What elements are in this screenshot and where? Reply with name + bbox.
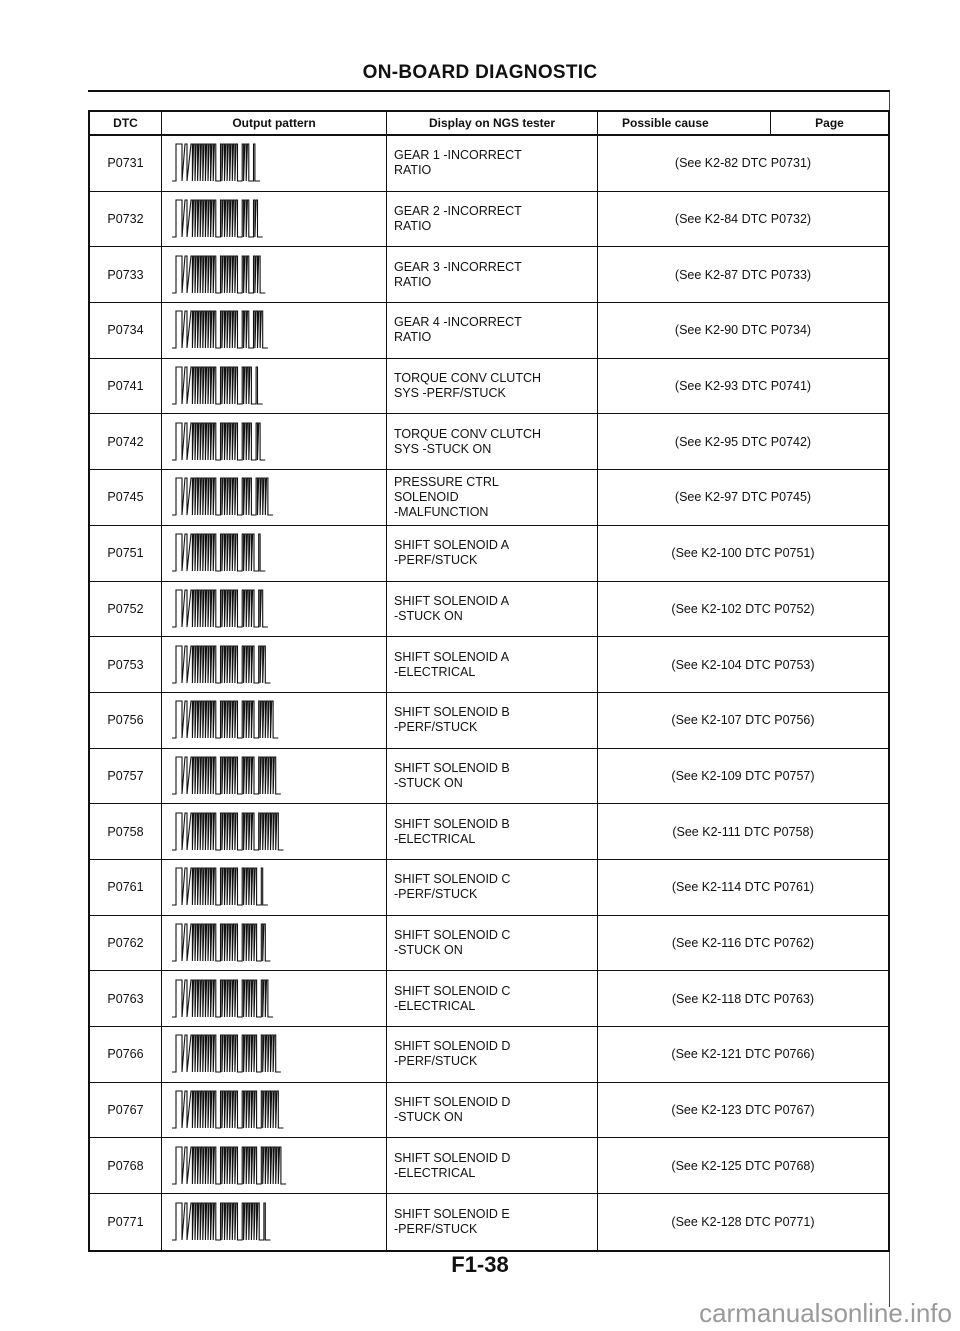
pulse-line	[172, 1203, 271, 1240]
ngs-display-text: PRESSURE CTRL SOLENOID -MALFUNCTION	[387, 470, 598, 525]
dtc-code: P0763	[90, 971, 162, 1026]
table-row	[90, 637, 888, 693]
output-pattern-waveform	[172, 698, 372, 742]
table-row	[90, 860, 888, 916]
ngs-display-text: SHIFT SOLENOID A -STUCK ON	[387, 582, 598, 637]
ngs-display-text: TORQUE CONV CLUTCH SYS -STUCK ON	[387, 414, 598, 469]
table-row	[90, 470, 888, 526]
dtc-code: P0742	[90, 414, 162, 469]
possible-cause: (See K2-109 DTC P0757)	[671, 768, 815, 783]
pulse-line	[172, 590, 268, 627]
pulse-line	[172, 701, 278, 738]
ngs-display-text: GEAR 3 -INCORRECT RATIO	[387, 247, 598, 302]
output-pattern	[162, 1194, 387, 1250]
output-pattern-waveform	[172, 810, 372, 854]
output-pattern	[162, 860, 387, 915]
ngs-display-text: TORQUE CONV CLUTCH SYS -PERF/STUCK	[387, 359, 598, 414]
header-page: Page	[815, 116, 844, 130]
output-pattern-waveform	[172, 643, 372, 687]
table-row	[90, 247, 888, 303]
possible-cause: (See K2-111 DTC P0758)	[672, 824, 814, 839]
pulse-line	[172, 200, 263, 237]
possible-cause: (See K2-128 DTC P0771)	[671, 1214, 815, 1229]
table-row	[90, 303, 888, 359]
output-pattern-waveform	[172, 1032, 372, 1076]
ngs-display-text: SHIFT SOLENOID A -ELECTRICAL	[387, 637, 598, 692]
table-body	[90, 136, 888, 1250]
header-possible-cause: Possible cause	[598, 112, 771, 134]
pulse-line	[172, 1147, 286, 1184]
dtc-code: P0766	[90, 1027, 162, 1082]
table-header	[90, 112, 888, 136]
possible-cause: (See K2-123 DTC P0767)	[671, 1103, 815, 1118]
possible-cause: (See K2-95 DTC P0742)	[674, 434, 812, 449]
dtc-code: P0741	[90, 359, 162, 414]
output-pattern-waveform	[172, 364, 372, 408]
table-row	[90, 136, 888, 192]
output-pattern	[162, 1138, 387, 1193]
dtc-code: P0756	[90, 693, 162, 748]
possible-cause: (See K2-116 DTC P0762)	[671, 935, 815, 950]
possible-cause: (See K2-97 DTC P0745)	[674, 490, 812, 505]
header-display: Display on NGS tester	[387, 112, 598, 134]
table-row	[90, 192, 888, 248]
output-pattern	[162, 693, 387, 748]
output-pattern-waveform	[172, 587, 372, 631]
pulse-line	[172, 367, 263, 404]
pulse-line	[172, 1035, 281, 1072]
table-row	[90, 749, 888, 805]
output-pattern	[162, 582, 387, 637]
possible-cause: (See K2-102 DTC P0752)	[671, 601, 815, 616]
table-row	[90, 359, 888, 415]
table-row	[90, 971, 888, 1027]
table-row	[90, 804, 888, 860]
output-pattern-waveform	[172, 420, 372, 464]
possible-cause: (See K2-82 DTC P0731)	[674, 156, 812, 171]
dtc-code: P0745	[90, 470, 162, 525]
page-title: ON-BOARD DIAGNOSTIC	[362, 62, 598, 83]
pulse-line	[172, 311, 268, 348]
possible-cause: (See K2-87 DTC P0733)	[674, 267, 812, 282]
ngs-display-text: GEAR 4 -INCORRECT RATIO	[387, 303, 598, 358]
output-pattern	[162, 470, 387, 525]
pulse-line	[172, 813, 284, 850]
output-pattern-waveform	[172, 1088, 372, 1132]
output-pattern-waveform	[172, 141, 372, 185]
output-pattern	[162, 1027, 387, 1082]
dtc-code: P0733	[90, 247, 162, 302]
possible-cause: (See K2-114 DTC P0761)	[671, 880, 815, 895]
dtc-code: P0753	[90, 637, 162, 692]
output-pattern	[162, 916, 387, 971]
table-row	[90, 693, 888, 749]
ngs-display-text: SHIFT SOLENOID D -PERF/STUCK	[387, 1027, 598, 1082]
output-pattern	[162, 1083, 387, 1138]
table-row	[90, 414, 888, 470]
output-pattern-waveform	[172, 197, 372, 241]
table-row	[90, 1138, 888, 1194]
output-pattern	[162, 526, 387, 581]
output-pattern	[162, 414, 387, 469]
header-output-pattern: Output pattern	[162, 112, 387, 134]
ngs-display-text: SHIFT SOLENOID D -STUCK ON	[387, 1083, 598, 1138]
ngs-display-text: SHIFT SOLENOID C -PERF/STUCK	[387, 860, 598, 915]
ngs-display-text: SHIFT SOLENOID C -ELECTRICAL	[387, 971, 598, 1026]
output-pattern-waveform	[172, 865, 372, 909]
output-pattern	[162, 971, 387, 1026]
possible-cause: (See K2-93 DTC P0741)	[674, 379, 812, 394]
ngs-display-text: SHIFT SOLENOID B -PERF/STUCK	[387, 693, 598, 748]
pulse-line	[172, 646, 271, 683]
possible-cause: (See K2-107 DTC P0756)	[671, 713, 815, 728]
table-row	[90, 526, 888, 582]
output-pattern	[162, 637, 387, 692]
pulse-line	[172, 924, 271, 961]
output-pattern-waveform	[172, 531, 372, 575]
output-pattern-waveform	[172, 1200, 372, 1244]
dtc-code: P0752	[90, 582, 162, 637]
output-pattern	[162, 303, 387, 358]
dtc-code: P0767	[90, 1083, 162, 1138]
output-pattern	[162, 749, 387, 804]
output-pattern-waveform	[172, 754, 372, 798]
output-pattern-waveform	[172, 1144, 372, 1188]
ngs-display-text: SHIFT SOLENOID B -ELECTRICAL	[387, 804, 598, 859]
dtc-code: P0758	[90, 804, 162, 859]
ngs-display-text: SHIFT SOLENOID A -PERF/STUCK	[387, 526, 598, 581]
table-row	[90, 1027, 888, 1083]
ngs-display-text: SHIFT SOLENOID B -STUCK ON	[387, 749, 598, 804]
dtc-code: P0768	[90, 1138, 162, 1193]
pulse-line	[172, 144, 260, 181]
possible-cause: (See K2-104 DTC P0753)	[671, 657, 815, 672]
pulse-line	[172, 757, 281, 794]
pulse-line	[172, 256, 265, 293]
possible-cause: (See K2-121 DTC P0766)	[671, 1047, 815, 1062]
dtc-code: P0762	[90, 916, 162, 971]
output-pattern-waveform	[172, 308, 372, 352]
pulse-line	[172, 423, 265, 460]
possible-cause: (See K2-84 DTC P0732)	[674, 212, 812, 227]
output-pattern	[162, 804, 387, 859]
output-pattern-waveform	[172, 253, 372, 297]
ngs-display-text: SHIFT SOLENOID D -ELECTRICAL	[387, 1138, 598, 1193]
output-pattern	[162, 359, 387, 414]
table-row	[90, 582, 888, 638]
possible-cause: (See K2-125 DTC P0768)	[671, 1158, 815, 1173]
ngs-display-text: GEAR 2 -INCORRECT RATIO	[387, 192, 598, 247]
table-row	[90, 1194, 888, 1250]
table-row	[90, 916, 888, 972]
watermark: carmanualsonline.info	[699, 1298, 952, 1328]
header-dtc: DTC	[90, 112, 162, 134]
dtc-code: P0757	[90, 749, 162, 804]
dtc-code: P0734	[90, 303, 162, 358]
pulse-line	[172, 1091, 284, 1128]
dtc-code: P0751	[90, 526, 162, 581]
output-pattern-waveform	[172, 921, 372, 965]
possible-cause: (See K2-90 DTC P0734)	[674, 323, 812, 338]
table-row	[90, 1083, 888, 1139]
dtc-code: P0771	[90, 1194, 162, 1250]
output-pattern-waveform	[172, 475, 372, 519]
pulse-line	[172, 868, 268, 905]
possible-cause: (See K2-118 DTC P0763)	[671, 991, 815, 1006]
output-pattern	[162, 136, 387, 191]
dtc-table	[88, 110, 890, 1252]
page-number: F1-38	[451, 1252, 509, 1277]
ngs-display-text: SHIFT SOLENOID E -PERF/STUCK	[387, 1194, 598, 1250]
output-pattern-waveform	[172, 977, 372, 1021]
ngs-display-text: GEAR 1 -INCORRECT RATIO	[387, 136, 598, 191]
output-pattern	[162, 247, 387, 302]
output-pattern	[162, 192, 387, 247]
dtc-code: P0731	[90, 136, 162, 191]
ngs-display-text: SHIFT SOLENOID C -STUCK ON	[387, 916, 598, 971]
pulse-line	[172, 534, 265, 571]
possible-cause: (See K2-100 DTC P0751)	[671, 546, 815, 561]
dtc-code: P0761	[90, 860, 162, 915]
pulse-line	[172, 980, 273, 1017]
dtc-code: P0732	[90, 192, 162, 247]
pulse-line	[172, 478, 273, 515]
header-rule	[88, 90, 890, 92]
